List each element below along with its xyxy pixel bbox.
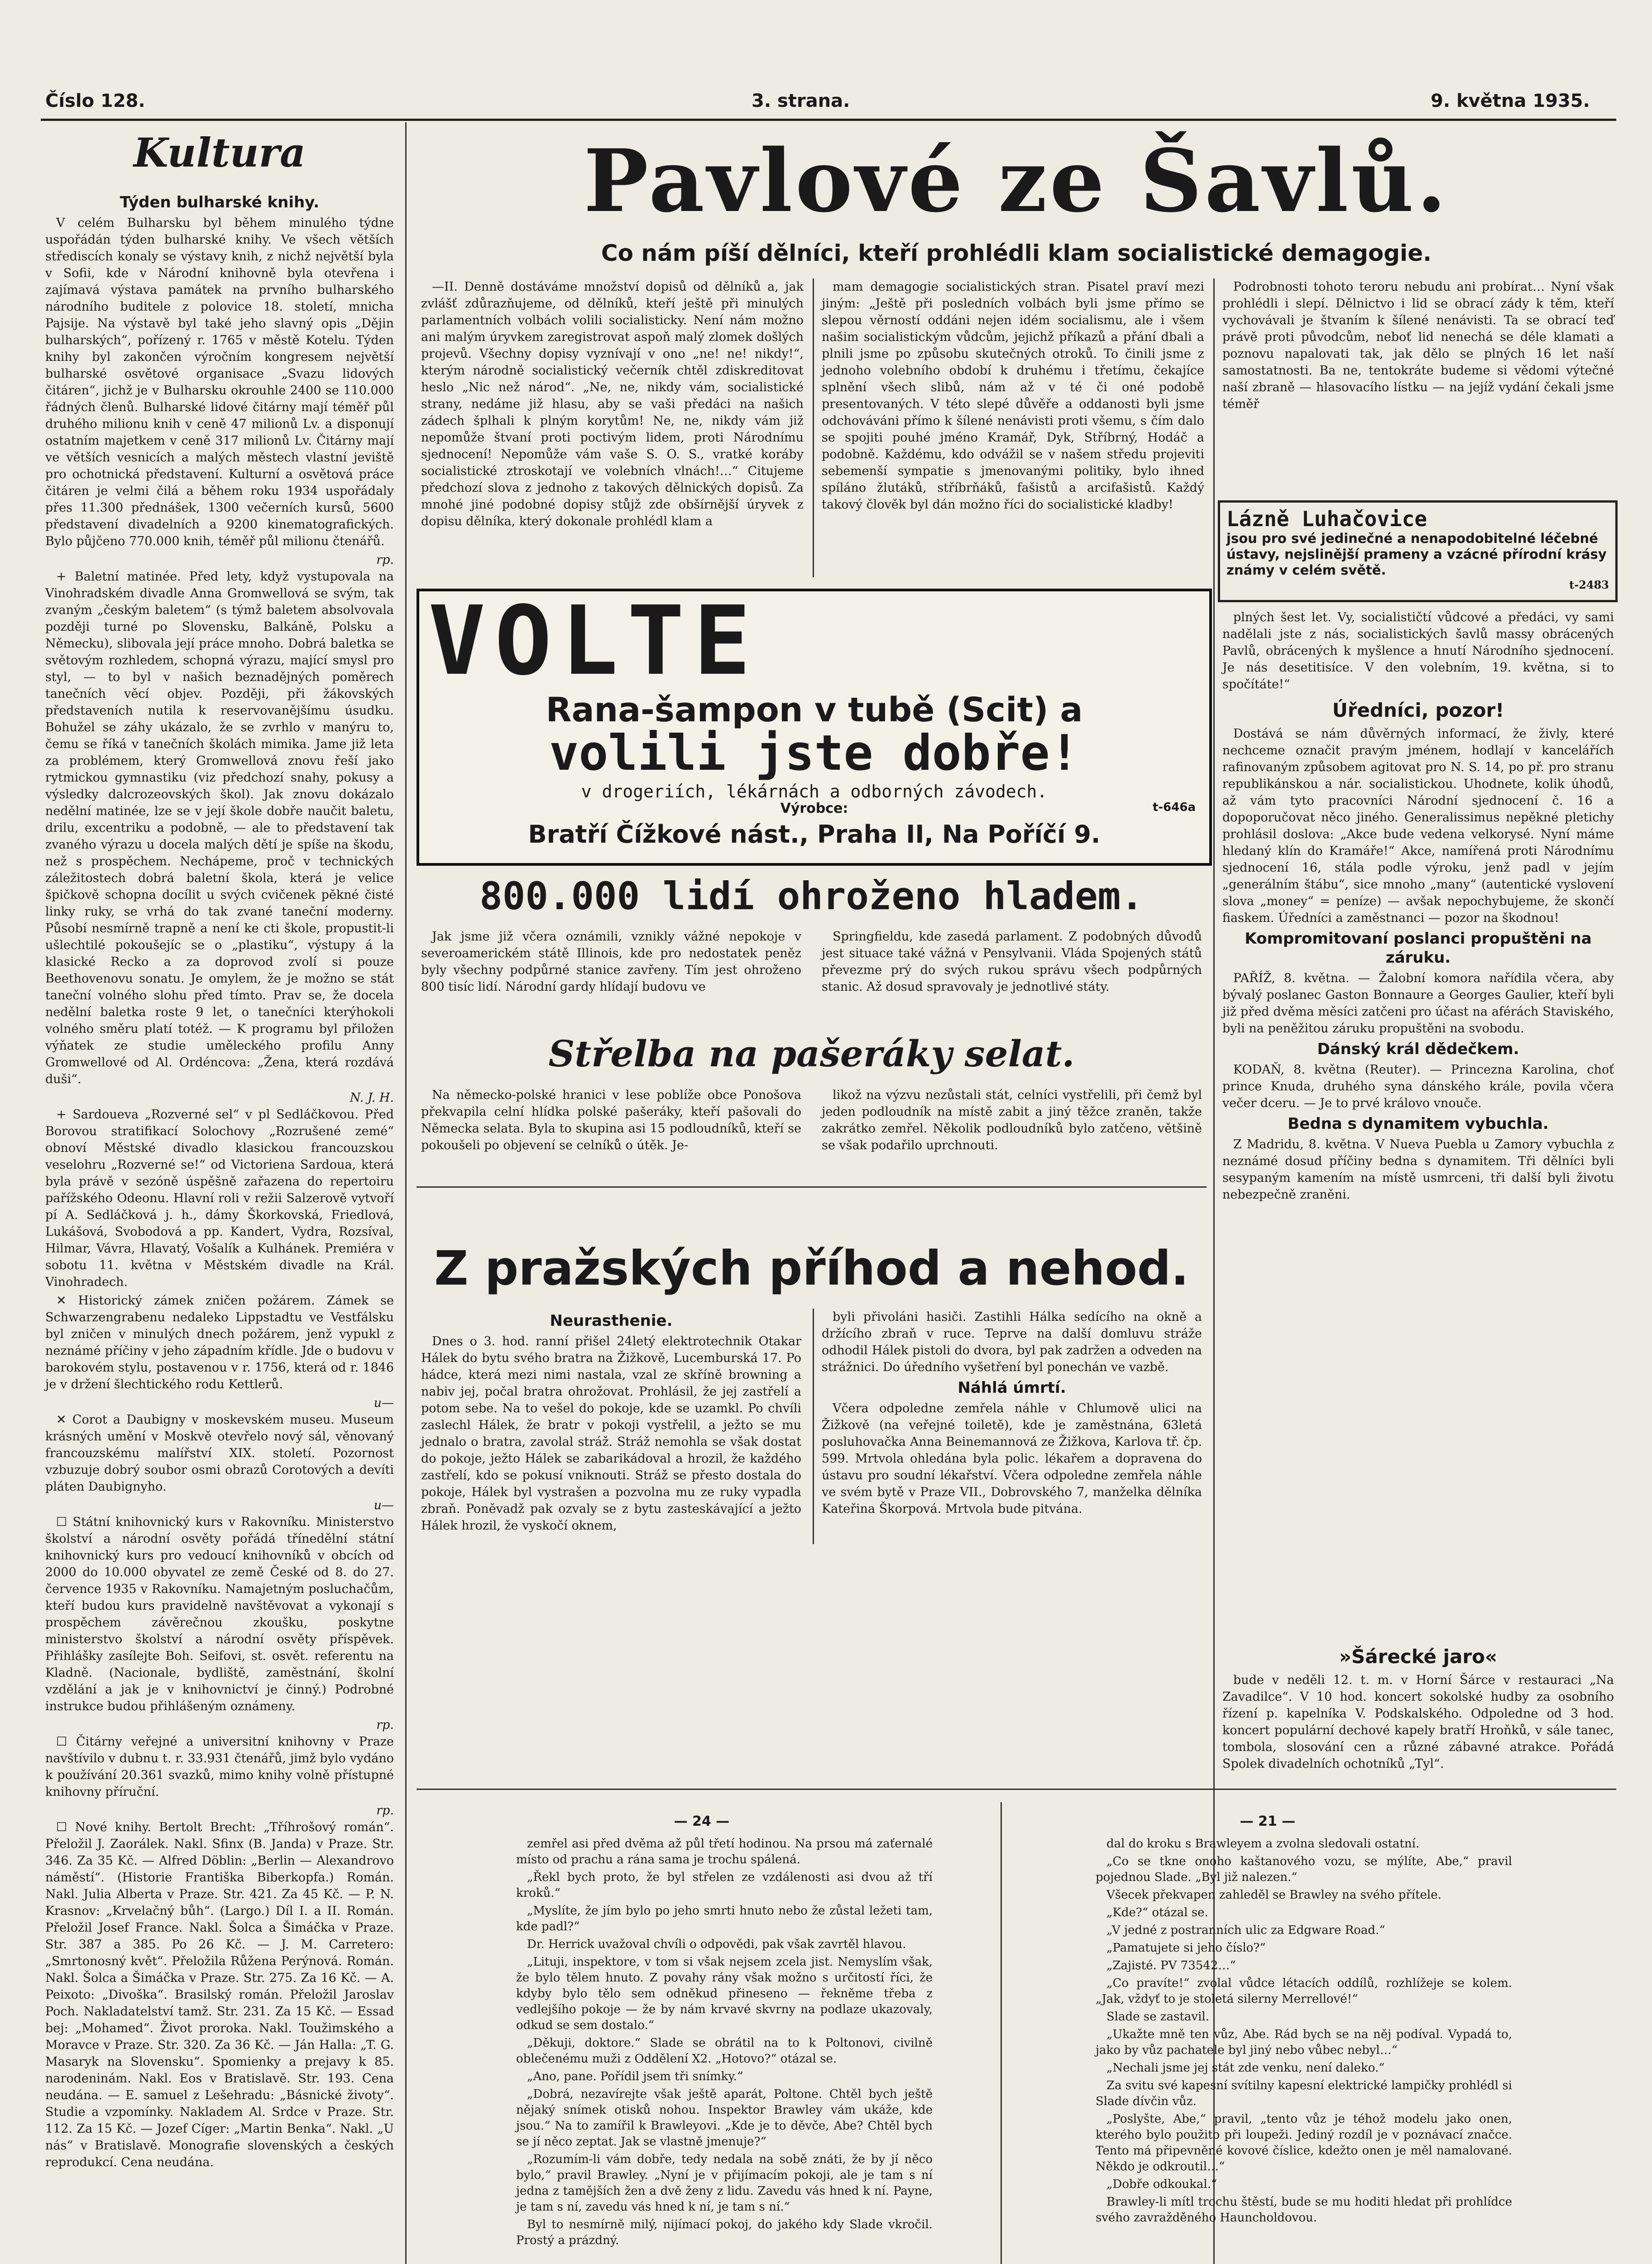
hladem-col1 bbox=[421, 928, 801, 997]
kultura-column bbox=[45, 190, 394, 2173]
article-title: Týden bulharské knihy. bbox=[120, 193, 320, 211]
feuilleton-paragraph: „Nechali jsme jej stát zde venku, není daleko.“ bbox=[1106, 2061, 1385, 2075]
article-text: bude v neděli 12. t. m. v Horní Šárce v restauraci „Na Zavadilce“. V 10 hod. koncert sokolské hudby za osobního řízení p. kapelníka V. Podskalského. Odpoledne od 3 hod. koncert populární dechové kapely bratří Hroňků, v sále tanec, tombola, slosování cen a různé zábavné atrakce. Pořádá Spolek divadelních ochotníků „Tyl“. bbox=[1222, 1673, 1614, 1771]
section-rule bbox=[417, 1186, 1207, 1188]
ad-text: jsou pro své jedinečné a nenapodobitelné léčebné ústavy, nejslinější prameny a vzácné přírodní krásy známy v celém světě. bbox=[1226, 531, 1607, 578]
ad-line: volili jste dobře! bbox=[549, 725, 1079, 782]
article-text: Podrobnosti tohoto teroru nebudu ani probírat… Nyní však prohlédli i slepí. Dělnictvo i lid se obrací zády k těm, kteří vychovávali je štvaním k šílené nenávisti. Ta se obrací teď právě proti původcům, neboť lid nenechá se déle klamati a poznovu napalovati tak, jak dělo se plných 16 let naší samostatnosti. Ba ne, tentokráte budeme si vědomi výtečné naší zbraně — hlasovacího lístku — na jejíž vydání čekali jsme téměř bbox=[1222, 280, 1614, 411]
feuilleton-paragraph: „V jedné z postranních ulic za Edgware Road.“ bbox=[1106, 1923, 1385, 1937]
ad-volte bbox=[417, 585, 1212, 866]
article-text: + Sardoueva „Rozverné sel“ v pl Sedláčkovou. Před Borovou stratifikací Solochovy „Rozrušené zemé“ obnoví Městské divadlo klasickou francouzskou veselohru „Rozverné se!“ od Victoriena Sardoua, která byla právě v sezóně úspěšně zařazena do repertoiru pařížského Odeonu. Hlavní roli v režii Salzerově vytvoří pí A. Sedláčková j. h., dámy Škorkovská, Friedlová, Lukášová, Svobodová a pp. Kandert, Vydra, Rozsíval, Hilmar, Vávra, Hlavatý, Vošalík a Kulhánek. Premiéra v sobotu 11. května v Městském divadle na Král. Vinohradech. bbox=[45, 1108, 394, 1289]
issue-number: Číslo 128. bbox=[45, 91, 145, 111]
article-text: ☐ Státní knihovnický kurs v Rakovníku. Ministerstvo školství a národní osvěty pořádá třínedělní státní knihovnický kurs pro vedoucí knihovníků v obcích od 2000 do 10.000 obyvatel ze země České od 8. do 27. července 1935 v Rakovníku. Namajetným posluchačům, kteří budou kurs pravidelně navštěvovat a vykonají s prospěchem závěrečnou zkoušku, poskytne ministerstvo školství a národní osvěty příspěvek. Přihlášky zasílejte Boh. Seifovi, st. osvět. referentu na Kladně. (Nacionale, bydliště, zaměstnání, školní vzdělání a jak je v knihovnictví je činný.) Podrobné instrukce budou přihlášeným oznámeny. bbox=[45, 1515, 394, 1713]
article-signature: rp. bbox=[376, 1804, 394, 1818]
feuilleton-paragraph: Za svitu své kapesní svítilny kapesní elektrické lampičky prohlédl si Slade dívčin vůz. bbox=[1096, 2079, 1512, 2108]
article-text: Z Madridu, 8. května. V Nueva Puebla u Zamory vybuchla z neznámé dosud příčiny bedna s dynamitem. Tři dělníci byli sesypaným kamením na místě usmrceni, tři další byli životu nebezpečně zraněni. bbox=[1222, 1137, 1614, 1202]
subheadline-pavlove: Co nám píší dělníci, kteří prohlédli klam socialistické demagogie. bbox=[601, 240, 1432, 266]
headline-hladem: 800.000 lidí ohroženo hladem. bbox=[479, 874, 1144, 918]
section-title-kultura: Kultura bbox=[134, 129, 306, 176]
ad-line: Rana-šampon v tubě (Scit) a bbox=[546, 691, 1083, 729]
article-text: ✕ Corot a Daubigny v moskevském museu. Museum krásných umění v Moskvě otevřelo nový sál, věnovaný francouzskému malířství XIX. století. Pozornost vzbuzuje dobrý soubor osmi obrazů Corotových a devíti pláten Daubignyho. bbox=[45, 1413, 394, 1494]
article-text: byli přivoláni hasiči. Zastihli Hálka sedícího na okně a držícího zbraň v ruce. Teprve na další domluvu stráže odhodil Hálek pistoli do dvora, byl pak zadržen a odveden na strážnici. Do úředního vyšetření byl ponechán ve vazbě. bbox=[822, 1310, 1202, 1374]
ad-title: Lázně Luhačovice bbox=[1226, 507, 1427, 531]
feuilleton-paragraph: „Co se tkne onoho kaštanového vozu, se mýlíte, Abe,“ pravil pojednou Slade. „Byl již nalezen.“ bbox=[1096, 1855, 1512, 1884]
article-text: PAŘÍŽ, 8. května. — Žalobní komora nařídila včera, aby bývalý poslanec Gaston Bonnaure a Georges Gaulier, kteří byli již před dvěma měsíci zatčeni pro účast na aférách Staviského, byli na peněžitou záruku propuštěni na svobodu. bbox=[1222, 971, 1614, 1036]
feuilleton-paragraph: „Řekl bych proto, že byl střelen ze vzdálenosti asi dvou až tří kroků.“ bbox=[516, 1871, 933, 1900]
sarecke-article bbox=[1222, 1639, 1614, 1774]
strelba-col1 bbox=[421, 1087, 801, 1156]
feuilleton-rule bbox=[417, 1789, 1616, 1790]
ad-volte-title: VOLTE bbox=[428, 585, 760, 696]
feuilleton-paragraph: „Myslíte, že jím bylo po jeho smrti hnuto nebo že zůstal ležeti tam, kde padl?“ bbox=[516, 1904, 933, 1933]
feuilleton-paragraph: „Ukažte mně ten vůz, Abe. Rád bych se na něj podíval. Vypadá to, jako by vůz pachatele byl jiný nebo vůbec nebyl…“ bbox=[1096, 2028, 1512, 2057]
strelba-col2 bbox=[822, 1087, 1202, 1156]
nehody-col2 bbox=[822, 1309, 1202, 1519]
ad-line: v drogeriích, lékárnách a odborných závodech. bbox=[581, 782, 1048, 801]
article-text: Na německo-polské hranici v lese poblíže obce Ponošova překvapila celní hlídka polské pašeráky, kteří pašovali do Německa selata. Byla to skupina asi 15 podloudníků, kteří se pokoušeli po objevení se celníků o útěk. Je- bbox=[421, 1088, 801, 1152]
feuilleton-paragraph: „Lituji, inspektore, v tom si však nejsem zcela jist. Nemyslím však, že bylo tělem hnuto. Z povahy rány však možno s určitostí říci, že kdyby bylo tělo sem odněkud přineseno — řekněme třeba z vedlejšího pokoje — že by nám krvavé skvrny na podlaze ukazovaly, odkud se sem dostalo.“ bbox=[516, 1955, 933, 2032]
feuilleton-paragraph: „Rozumím-li vám dobře, tedy nedala na sobě znáti, že by jí něco bylo,“ pravil Brawley. „Nyní je v přijímacím pokoji, ale je tam s ní jedna z tamějších žen a dvě ženy z lidu. Zavedu vás hned k ní. Payne, je tam s ní, zavedu vás hned k ní, je tam s ní.“ bbox=[516, 2153, 933, 2214]
column-divider bbox=[405, 122, 407, 2264]
feuilleton-paragraph: Slade se zastavil. bbox=[1106, 2010, 1209, 2024]
article-text: Jak jsme již včera oznámili, vznikly vážné nepokoje v severoamerickém státě Illinois, kde pro nedostatek peněz byly všechny podpůrné stanice zavřeny. Tím jest ohroženo 800 tisíc lidí. Národní gardy hlídají budovu ve bbox=[421, 930, 801, 994]
ad-maker-label: Výrobce: bbox=[780, 801, 848, 816]
headline-strelba: Střelba na pašeráky selat. bbox=[548, 1032, 1075, 1075]
article-signature: N. J. H. bbox=[350, 1091, 394, 1105]
feuilleton-paragraph: zemřel asi před dvěma až půl třetí hodinou. Na prsou má zaťernalé místo od prachu a rána sama je trochu spálená. bbox=[516, 1837, 933, 1866]
article-text: ☐ Čitárny veřejné a universitní knihovny v Praze navštívilo v dubnu t. r. 33.931 čtenářů, jimž bylo vydáno k používání 20.361 svazků, mimo knihy volně přístupné knihovny příruční. bbox=[45, 1735, 394, 1799]
article-title: Dánský král dědečkem. bbox=[1317, 1040, 1519, 1058]
feuilleton-paragraph: Dr. Herrick uvažoval chvíli o odpovědi, pak však zavrtěl hlavou. bbox=[527, 1938, 906, 1951]
headline-pavlove: Pavlové ze Šavlů. bbox=[584, 130, 1449, 231]
article-signature: rp. bbox=[376, 553, 394, 567]
feuilleton-paragraph: „Poslyšte, Abe,“ pravil, „tento vůz je téhož modelu jako onen, kterého bylo použito při loupeži. Jediný rozdíl je v poznávací značce. Tento má připevněné kovové číslice, kdežto onen je měl namalované. Někdo je odkroutil…“ bbox=[1096, 2112, 1512, 2173]
feuilleton-paragraph: dal do kroku s Brawleyem a zvolna sledovali ostatní. bbox=[1106, 1837, 1420, 1851]
pavlove-col2 bbox=[822, 278, 1204, 515]
feuilleton-page-left: — 24 — bbox=[674, 1813, 730, 1829]
article-text: Springfieldu, kde zasedá parlament. Z podobných důvodů jest situace také vážná v Pensylvanii. Vláda Spojených států převezme prý do svých rukou správu všech podpůrných stanic. Až dosud spravovaly je jednotlivé státy. bbox=[822, 930, 1202, 994]
ad-maker: Bratří Čížkové nást., Praha II, Na Poříčí 9. bbox=[528, 820, 1101, 849]
pavlove-col3 bbox=[1222, 278, 1614, 414]
feuilleton-paragraph: „Zajisté. PV 73542…“ bbox=[1106, 1959, 1236, 1972]
article-text: ☐ Nové knihy. Bertolt Brecht: „Tříhrošový román“. Přeložil J. Zaorálek. Nakl. Sfinx (B. Janda) v Praze. Str. 346. Za 35 Kč. — Alfred Döblin: „Berlin — Alexandrovo náměstí“. (Historie Františka Biberkopfa.) Román. Nakl. Julia Alberta v Praze. Str. 421. Za 45 Kč. — P. N. Krasnov: „Krvelačný bůh“. (Largo.) Díl I. a II. Román. Přeložil Josef France. Nakl. Šolca a Šimáčka v Praze. Str. 387 a 385. Po 26 Kč. — J. M. Carretero: „Smrtonosný květ“. Přeložila Růžena Perýnová. Román. Nakl. Šolca a Šimáčka v Praze. Str. 275. Za 16 Kč. — A. Peixoto: „Divoška“. Brasilský román. Přeložil Jaroslav Poch. Nakladatelství tamž. Str. 231. Za 15 Kč. — Essad bej: „Mohamed“. Život proroka. Nakl. Toužimského a Moravce v Praze. Str. 320. Za 36 Kč. — Ján Halla: „T. G. Masaryk na Slovensku“. Spomienky a prejavy k 85. narodeninám. Nakl. Eos v Bratislavě. Str. 193. Cena neudána. — E. samuel z Lešehradu: „Básnické životy“. Studie a vzpomínky. Nakladem Al. Srdce v Praze. Str. 112. Za 15 Kč. — Jozef Cíger: „Martin Benka“. Nakl. „U nás“ v Bratislavě. Monografie slovenských a českých reprodukcí. Cena neudána. bbox=[45, 1820, 394, 2169]
article-signature: rp. bbox=[376, 1718, 394, 1732]
article-text: plných šest let. Vy, socialističtí vůdcové a předáci, vy sami nadělali jste z nás, socialistických šavlů massy obrácených Pavlů, obrácených k myšlence a hnutí Národního sjednocení. Je nás desetitisíce. V den volebním, 19. května, si to spočítáte!“ bbox=[1222, 610, 1614, 691]
feuilleton-paragraph: Byl to nesmírně milý, nijímací pokoj, do jakého kdy Slade vkročil. Prostý a prázdný. bbox=[516, 2218, 933, 2247]
nehody-col1 bbox=[421, 1309, 801, 1536]
article-text: ✕ Historický zámek zničen požárem. Zámek se Schwarzengrabenu nedaleko Lippstadtu ve Vestfálsku byl zničen v minulých dnech požárem, jenž vypukl z neznámé příčiny v jeho západním křídle. Jde o budovu v barokovém stylu, postavenou v r. 1756, která od r. 1846 je v držení šlechtického rodu Kettlerů. bbox=[45, 1294, 394, 1391]
feuilleton-paragraph: „Pamatujete si jeho číslo?“ bbox=[1106, 1941, 1266, 1955]
page-number: 3. strana. bbox=[752, 91, 850, 111]
column-divider bbox=[813, 1309, 814, 1544]
feuilleton-paragraph: „Dobře odkoukal.“ bbox=[1106, 2178, 1217, 2191]
feuilleton-paragraph: Všecek překvapen zahleděl se Brawley na svého přítele. bbox=[1106, 1888, 1441, 1902]
article-title: »Šárecké jaro« bbox=[1339, 1645, 1498, 1668]
ad-code: t-2483 bbox=[1569, 578, 1609, 591]
feuilleton-paragraph: Brawley-li mítl trochu štěstí, bude se mu hoditi hledat při prohlídce svého zavražděného Hauncholdovou. bbox=[1096, 2195, 1512, 2225]
issue-date: 9. května 1935. bbox=[1431, 91, 1590, 111]
headline-nehody: Z pražských příhod a nehod. bbox=[434, 1241, 1189, 1296]
feuilleton-paragraph: „Kde?“ otázal se. bbox=[1106, 1906, 1208, 1919]
article-text: —II. Denně dostáváme množství dopisů od dělníků a, jak zvlášť zdůrazňujeme, od dělníků, kteří ještě při minulých parlamentních volbách volili socialisticky. Není nám možno ani malým úryvkem zaregistrovat aspoň malý zlomek došlých projevů. Všechny dopisy vyznívají v ono „ne! ne! nikdy!“, kterým národně socialistický večerník chtěl zdiskreditovat heslo „Nic než národ“. „Ne, ne, nikdy vám, socialistické strany, nedáme již hlasu, aby se vaši předáci na našich zádech šplhali k plným korytům! Ne, ne, nikdy vám již nepomůže štvaní proti poctivým lidem, proti Národnímu sjednocení! Nepomůže vám vaše S. O. S., vratké koráby socialistické ztroskotají ve volebních vlnách!…“ Citujeme předchozí slova z jednoho z takových dělnických dopisů. Za mnohé jiné podobné dopisy stůjž zde obšírnější úryvek z dopisu dělníka, který dokonale prohlédl klam a bbox=[421, 280, 804, 528]
article-signature: u— bbox=[373, 1396, 394, 1410]
column-divider bbox=[1001, 1802, 1002, 2264]
feuilleton-paragraph: „Děkuji, doktore.“ Slade se obrátil na to k Poltonovi, civilně oblečenému muži z Oddělení X2. „Hotovo?“ otázal se. bbox=[516, 2036, 933, 2066]
article-text: Dnes o 3. hod. ranní přišel 24letý elektrotechnik Otakar Hálek do bytu svého bratra na Žižkově, Lucemburská 17. Po hádce, která mezi nimi nastala, vzal ze skříně browning a nabiv jej, počal bratra ohrožovat. Prohlásil, že jej zastřelí a potom sebe. Na to vešel do pokoje, kde se uzamkl. Po chvíli zaslechl Hálek, že bratr v pokoji vystřelil, a ježto se mu jednalo o bratra, zavolal stráž. Stráž nemohla se však dostat do pokoje, ježto Hálek se zabarikádoval a hrozil, že každého zastřelí, kdo se pokusí vniknouti. Stráž se přesto dostala do pokoje, Hálek byl vystrašen a pozvolna mu ze ruky vypadla zbraň. Poněvadž pak ozvaly se z bytu zasteskávající a ježto Hálek hrozil, že vyskočí oknem, bbox=[421, 1334, 801, 1533]
ad-code: t-646a bbox=[1152, 801, 1196, 814]
article-text: KODAŇ, 8. května (Reuter). — Princezna Karolina, choť prince Knuda, druhého syna dánského krále, povila včera večer dceru. — Je to prvé královo vnouče. bbox=[1222, 1063, 1614, 1110]
column-divider bbox=[813, 278, 814, 577]
feuilleton-paragraph: „Dobrá, nezavírejte však ještě aparát, Poltone. Chtěl bych ještě nějaký snímek otisků nohou. Inspektor Brawley vám ukáže, kde jsou.“ Na to zamířil k Brawleyovi. „Kde je to děvče, Abe? Chtěl bych se jí něco zeptat. Jak se vlastně jmenuje?“ bbox=[516, 2087, 933, 2149]
feuilleton-left bbox=[516, 1836, 933, 2250]
article-title: Neurasthenie. bbox=[550, 1312, 673, 1330]
article-signature: u— bbox=[373, 1498, 394, 1512]
article-title: Úředníci, pozor! bbox=[1332, 699, 1504, 721]
header-rule bbox=[41, 119, 1616, 121]
article-text: + Baletní matinée. Před lety, když vystupovala na Vinohradském divadle Anna Gromwellová se svým, tak zvaným „českým baletem“ (s týmž baletem absolvovala později turné po Slovensku, Balkáně, Polsku a Německu), slibovala její práce mnoho. Dobrá baletka se světovým rozhledem, schopná výrazu, mající smysl pro styl, — to byl v našich beznadějných poměrech tanečních věcí objev. Později, při žákovských představeních nutila k reservovanějšímu úsudku. Bohužel se záhy ukázalo, že se zvrhlo v manýru to, čemu se říká v tanečních školách mimika. Jame již leta za problémem, který Gromwellová znovu řeší jako rytmickou gymnastiku (viz předchozí snahy, pokusy a výsledky dalcrozeovských škol). Jak znovu dokázalo nedělní matinée, lze se v její škole dobře naučit baletu, drilu, excentriku a podobně, — ale to představení tak zvaného výrazu u docela malých dětí je spíše na škodu, než s prospěchem. Nechápeme, proč v technických záležitostech dobrá baletní škola, která je velice špičkově schopna docílit u svých cvičenek pěkné čisté linky ruky, se vrhá do tak zvané taneční moderny. Působí nesmírně trapně a není ke cti škole, propustit-li ušlechtilé pokoušejíc se o „plastiku“, výstupy á la klasické Recko a za doprovod zvolí si pouze Beethovenovu sonatu. Je omylem, že je možno se stát taneční volného slohu před tímto. Prav se, že docela nedělní baletka roste 9 let, o tanečníci kterýhokoli volného směru platí totéž. — K programu byl přiložen výňatek ze studie uměleckého profilu Anny Gromwellové od Al. Ordéncova: „Žena, která rozdává duši“. bbox=[45, 570, 394, 1086]
feuilleton-right bbox=[1096, 1836, 1512, 2228]
feuilleton-paragraph: „Ano, pane. Pořídil jsem tři snímky.“ bbox=[527, 2070, 743, 2083]
pavlove-col1 bbox=[421, 278, 804, 532]
article-text: Dostává se nám důvěrných informací, že živly, které nechceme označit pravým jménem, hodlají v kancelářích rafinovaným způsobem agitovat pro N. S. 14, po př. pro stranu republikánskou a nár. socialistickou. Uhodnete, kolik úhodů, až vám tyto pracovníci Národní sjednocení č. 16 a dopoporučovat něco jiného. Generalissimus nepěkné pletichy prohlásil doslova: „Akce bude vedena velkorysé. Nyní máme hledaný klín do Kramáře!“ Akce, namířená proti Národnímu sjednocení 16, stála podle výroku, jenž padl v jejím „generálním štábu“, sice mnoho „many“ (autentické vyslovení slova „money“ = peníze) — avšak nepochybujeme, že skončí fiaskem. Úředníci a zaměstnanci — pozor na škodnou! bbox=[1222, 727, 1614, 925]
hladem-col2 bbox=[822, 928, 1202, 997]
article-title: Náhlá úmrtí. bbox=[958, 1379, 1066, 1397]
feuilleton-paragraph: „Co pravíte!“ zvolal vůdce létacích oddílů, rozhlížeje se kolem. „Jak, vždyť to je stoletá silerny Merrellové!“ bbox=[1096, 1976, 1512, 2006]
right-column bbox=[1222, 609, 1614, 1205]
article-text: Včera odpoledne zemřela náhle v Chlumově ulici na Žižkově (na veřejné toiletě), kde je zaměstnána, 63letá posluhovačka Anna Beinemannová ze Žižkova, Karlova tř. čp. 599. Mrtvola ohledána byla polic. lékařem a dopravena do ústavu pro soudní lékařství. Včera odpoledne zemřela náhle ve svém bytě v Praze VII., Dobrovského 7, manželka dělníka Kateřina Škorpová. Mrtvola bude pitvána. bbox=[822, 1401, 1202, 1516]
feuilleton-page-right: — 21 — bbox=[1240, 1813, 1296, 1829]
article-title: Kompromitovaní poslanci propuštěni na záruku. bbox=[1245, 930, 1592, 967]
article-text: mam demagogie socialistických stran. Pisatel praví mezi jiným: „Ještě při posledních volbách byli jsme přímo se slepou věrností oddáni nejen idém socialismu, ale i všem našim socialistickým vůdcům, jejichž příkazů a přání dbali a plnili jsme po způsobu skutečných otroků. To činili jsme z jednoho volebního období k druhému i třetímu, čekajíce splnění všech slibů, nám až v té či oné podobě presentovaných. V této slepé důvěře a oddanosti byli jsme odchováváni přímo k šílené nenávisti proti všemu, s čím dalo se spojiti pouhé jméno Kramář, Dyk, Stříbrný, Hodáč a podobně. Každému, kdo odvážil se v našem středu projeviti sebemenší sympatie s jmenovanými politiky, bylo ihned spíláno žlutáků, stříbrňáků, fašistů a arcifašistů. Každý takový člověk byl dán možno říci do socialistické kladby! bbox=[822, 280, 1204, 512]
article-text: likož na výzvu nezůstali stát, celníci vystřelili, při čemž byl jeden podloudník na místě zabit a jiný těžce zraněn, takže zakrátko zemřel. Několik podloudníků bylo zatčeno, většině se však podařilo uprchnouti. bbox=[822, 1088, 1202, 1152]
ad-luhacovice bbox=[1218, 500, 1618, 602]
article-title: Bedna s dynamitem vybuchla. bbox=[1288, 1115, 1549, 1133]
article-text: V celém Bulharsku byl během minulého týdne uspořádán týden bulharské knihy. Ve všech větších střediscích konaly se výstavy knih, z nichž největší byla v Sofii, kde v Národní knihovně byla otevřena i zajímavá výstava památek na prvního bulharského národního buditele z polovice 18. století, mnicha Pajsije. Na výstavě byl také jeho slavný opis „Dějin bulharských“, pořízený r. 1765 v městě Kotelu. Týden knihy byl zakončen výročním kongresem největší bulharské osvětové organisace „Svazu lidových čitáren“, jichž je v Bulharsku okrouhle 2400 se 110.000 řádných členů. Bulharské lidové čitárny mají téměř půl druhého milionu knih v ceně 47 milionů Lv. a disponují ostatním majetkem v ceně 317 milionů Lv. Čitárny mají ve větších vesnicích a malých městech vlastní jeviště pro ochotnická představení. Kulturní a osvětová práce čitáren je velmi čilá a během roku 1934 uspořádaly přes 11.300 přednášek, 1300 večerních kursů, 5600 představení divadelních a 9200 kinematografických. Bylo půjčeno 770.000 knih, téměř půl milionu čtenářů. bbox=[45, 216, 394, 548]
